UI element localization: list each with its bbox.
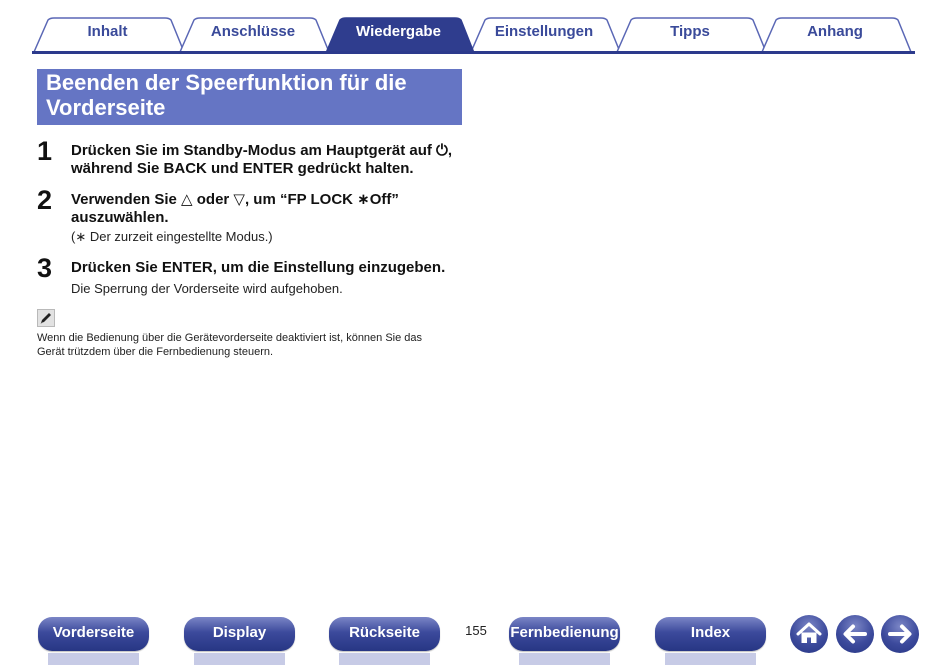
step-2-line2: auszuwählen. <box>71 209 169 226</box>
tab-bar <box>0 0 950 60</box>
note-line1: Wenn die Bedienung über die Gerätevorderseite deaktiviert ist, können Sie das <box>37 332 423 344</box>
note-line2: Gerät trützdem über die Fernbedienung steuern. <box>37 346 274 358</box>
note-text <box>37 331 457 359</box>
home-icon <box>790 615 828 653</box>
step-1-number: 1 <box>37 136 53 166</box>
page-title-line1: Beenden der Speerfunktion für die <box>46 70 407 95</box>
tab-anhang[interactable]: Anhang <box>807 23 863 40</box>
home-button[interactable] <box>790 615 828 653</box>
nav-fernbedienung-button[interactable]: Fernbedienung <box>509 617 620 651</box>
arrow-right-icon <box>881 615 919 653</box>
forward-button[interactable] <box>881 615 919 653</box>
step-3-sub: Die Sperrung der Vorderseite wird aufgehoben. <box>71 281 343 296</box>
step-3-number: 3 <box>37 253 53 283</box>
tab-inhalt[interactable]: Inhalt <box>87 23 128 40</box>
pencil-icon <box>37 309 55 327</box>
arrow-left-icon <box>836 615 874 653</box>
tab-wiedergabe[interactable]: Wiedergabe <box>356 23 441 40</box>
tab-einstellungen[interactable]: Einstellungen <box>494 23 594 40</box>
tab-anschluesse[interactable]: Anschlüsse <box>210 23 296 40</box>
step-3-line1: Drücken Sie ENTER, um die Einstellung einzugeben. <box>71 259 446 276</box>
step-1-line1: Drücken Sie im Standby-Modus am Hauptgerät auf ⏻, <box>71 142 453 159</box>
step-3-text <box>71 259 471 277</box>
back-button[interactable] <box>836 615 874 653</box>
step-2-number: 2 <box>37 185 53 215</box>
page-number: 155 <box>465 623 487 638</box>
nav-rueckseite-button[interactable]: Rückseite <box>329 617 440 651</box>
page-title <box>37 69 462 125</box>
nav-vorderseite-button[interactable]: Vorderseite <box>38 617 149 651</box>
page-title-line2: Vorderseite <box>46 95 166 120</box>
tab-tipps[interactable]: Tipps <box>670 23 710 40</box>
step-2-text <box>71 191 471 227</box>
nav-index-button[interactable]: Index <box>655 617 766 651</box>
step-1-text <box>71 142 471 178</box>
step-2-sub: (∗ Der zurzeit eingestellte Modus.) <box>71 229 273 244</box>
nav-display-button[interactable]: Display <box>184 617 295 651</box>
step-1-line2: während Sie BACK und ENTER gedrückt halten. <box>71 160 414 177</box>
step-2-line1: Verwenden Sie △ oder ▽, um “FP LOCK ∗Off” <box>71 191 399 208</box>
